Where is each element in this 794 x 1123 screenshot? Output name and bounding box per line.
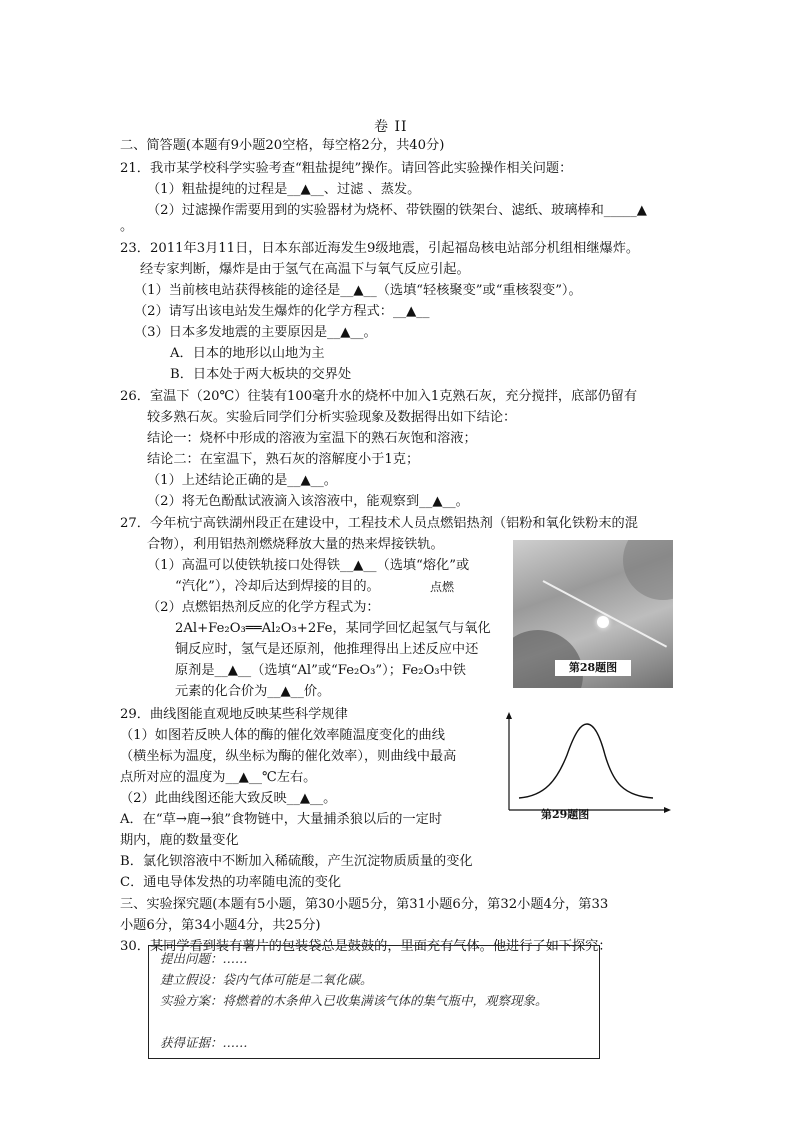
section-heading: 二、简答题(本题有9小题20空格，每空格2分，共40分) — [120, 138, 445, 153]
volume-title: 卷 II — [374, 119, 408, 135]
q29-option-b: B．氯化钡溶液中不断加入稀硫酸，产生沉淀物质质量的变化 — [120, 854, 473, 869]
q27-part1-cont: “汽化”），冷却后达到焊接的目的。 — [175, 579, 380, 594]
q29-part1-cont1: （横坐标为温度，纵坐标为酶的催化效率），则曲线中最高 — [120, 749, 457, 764]
q27-part2: （2）点燃铝热剂反应的化学方程式为： — [147, 600, 380, 615]
question-30-stem: 30．某同学看到装有薯片的包装袋总是鼓鼓的，里面充有气体。他进行了如下探究： — [120, 939, 612, 954]
q29-option-a: A．在“草→鹿→狼”食物链中，大量捕杀狼以后的一定时 — [120, 812, 443, 827]
section-3-heading: 三、实验探究题(本题有5小题，第30小题5分，第31小题6分，第32小题4分，第33 — [120, 897, 609, 912]
q23-part2: （2）请写出该电站发生爆炸的化学方程式：__▲__ — [134, 304, 430, 319]
q23-part3: （3）日本多发地震的主要原因是__▲__。 — [134, 325, 377, 340]
question-23-stem-cont: 经专家判断，爆炸是由于氢气在高温下与氧气反应引起。 — [140, 262, 470, 277]
q27-part2-cont1: 铜反应时，氢气是还原剂，他推理得出上述反应中还 — [175, 642, 479, 657]
q23-option-a: A．日本的地形以山地为主 — [170, 346, 325, 361]
box-evidence: 获得证据：…… — [160, 1035, 248, 1050]
q27-equation: 2Al+Fe₂O₃══Al₂O₃+2Fe，某同学回忆起氢气与氧化 — [175, 621, 491, 636]
question-21-stem: 21．我市某学校科学实验考查“粗盐提纯”操作。请回答此实验操作相关问题： — [120, 161, 573, 176]
q29-part1-cont2: 点所对应的温度为__▲__℃左右。 — [120, 770, 317, 785]
question-26-stem-cont: 较多熟石灰。实验后同学们分析实验现象及数据得出如下结论： — [147, 410, 517, 425]
question-26-stem: 26．室温下（20℃）往装有100毫升水的烧杯中加入1克熟石灰，充分搅拌，底部仍留有 — [120, 389, 638, 404]
q29-part1: （1）如图若反映人体的酶的催化效率随温度变化的曲线 — [120, 728, 445, 743]
figure-28-caption: 第28题图 — [555, 660, 631, 676]
ignition-label: 点燃 — [430, 580, 455, 594]
q27-part2-cont3: 元素的化合价为__▲__价。 — [175, 684, 331, 699]
question-27-stem-cont: 合物），利用铝热剂燃烧释放大量的热来焊接铁轨。 — [147, 537, 444, 552]
box-hypothesis: 建立假设：袋内气体可能是二氧化碳。 — [160, 972, 373, 987]
figure-29-caption: 第29题图 — [541, 808, 590, 821]
q26-part1: （1）上述结论正确的是__▲__。 — [147, 473, 337, 488]
question-27-stem: 27．今年杭宁高铁湖州段正在建设中，工程技术人员点燃铝热剂（铝粉和氧化铁粉末的混 — [120, 516, 638, 531]
q21-part2-end: 。 — [120, 219, 134, 234]
q29-part2: （2）此曲线图还能大致反映__▲__。 — [120, 791, 337, 806]
box-plan: 实验方案：将燃着的木条伸入已收集满该气体的集气瓶中，观察现象。 — [160, 993, 548, 1008]
q27-part1: （1）高温可以使铁轨接口处得铁__▲__（选填“熔化”或 — [147, 558, 470, 573]
q26-part2: （2）将无色酚酞试液滴入该溶液中，能观察到__▲__。 — [147, 494, 469, 509]
box-question: 提出问题：…… — [160, 951, 248, 966]
q23-part1: （1）当前核电站获得核能的途径是__▲__（选填“轻核聚变”或“重核裂变”）。 — [134, 283, 582, 298]
section-3-heading-cont: 小题6分，第34小题4分，共25分) — [120, 918, 321, 933]
q26-conclusion-1: 结论一：烧杯中形成的溶液为室温下的熟石灰饱和溶液； — [147, 431, 477, 446]
q26-conclusion-2: 结论二：在室温下，熟石灰的溶解度小于1克； — [147, 452, 420, 467]
q21-part2: （2）过滤操作需要用到的实验器材为烧杯、带铁圈的铁架台、滤纸、玻璃棒和_____▲ — [147, 203, 647, 218]
q23-option-b: B．日本处于两大板块的交界处 — [170, 367, 352, 382]
q21-part1: （1）粗盐提纯的过程是__▲__、过滤 、蒸发。 — [147, 182, 421, 197]
q29-option-c: C．通电导体发热的功率随电流的变化 — [120, 875, 342, 890]
question-29-stem: 29．曲线图能直观地反映某些科学规律 — [120, 707, 348, 722]
q27-part2-cont2: 原剂是__▲__（选填“Al”或“Fe₂O₃”）；Fe₂O₃中铁 — [175, 663, 466, 678]
question-23-stem: 23．2011年3月11日，日本东部近海发生9级地震，引起福岛核电站部分机组相继爆炸。 — [120, 241, 640, 256]
q29-option-a-cont: 期内，鹿的数量变化 — [120, 833, 239, 848]
